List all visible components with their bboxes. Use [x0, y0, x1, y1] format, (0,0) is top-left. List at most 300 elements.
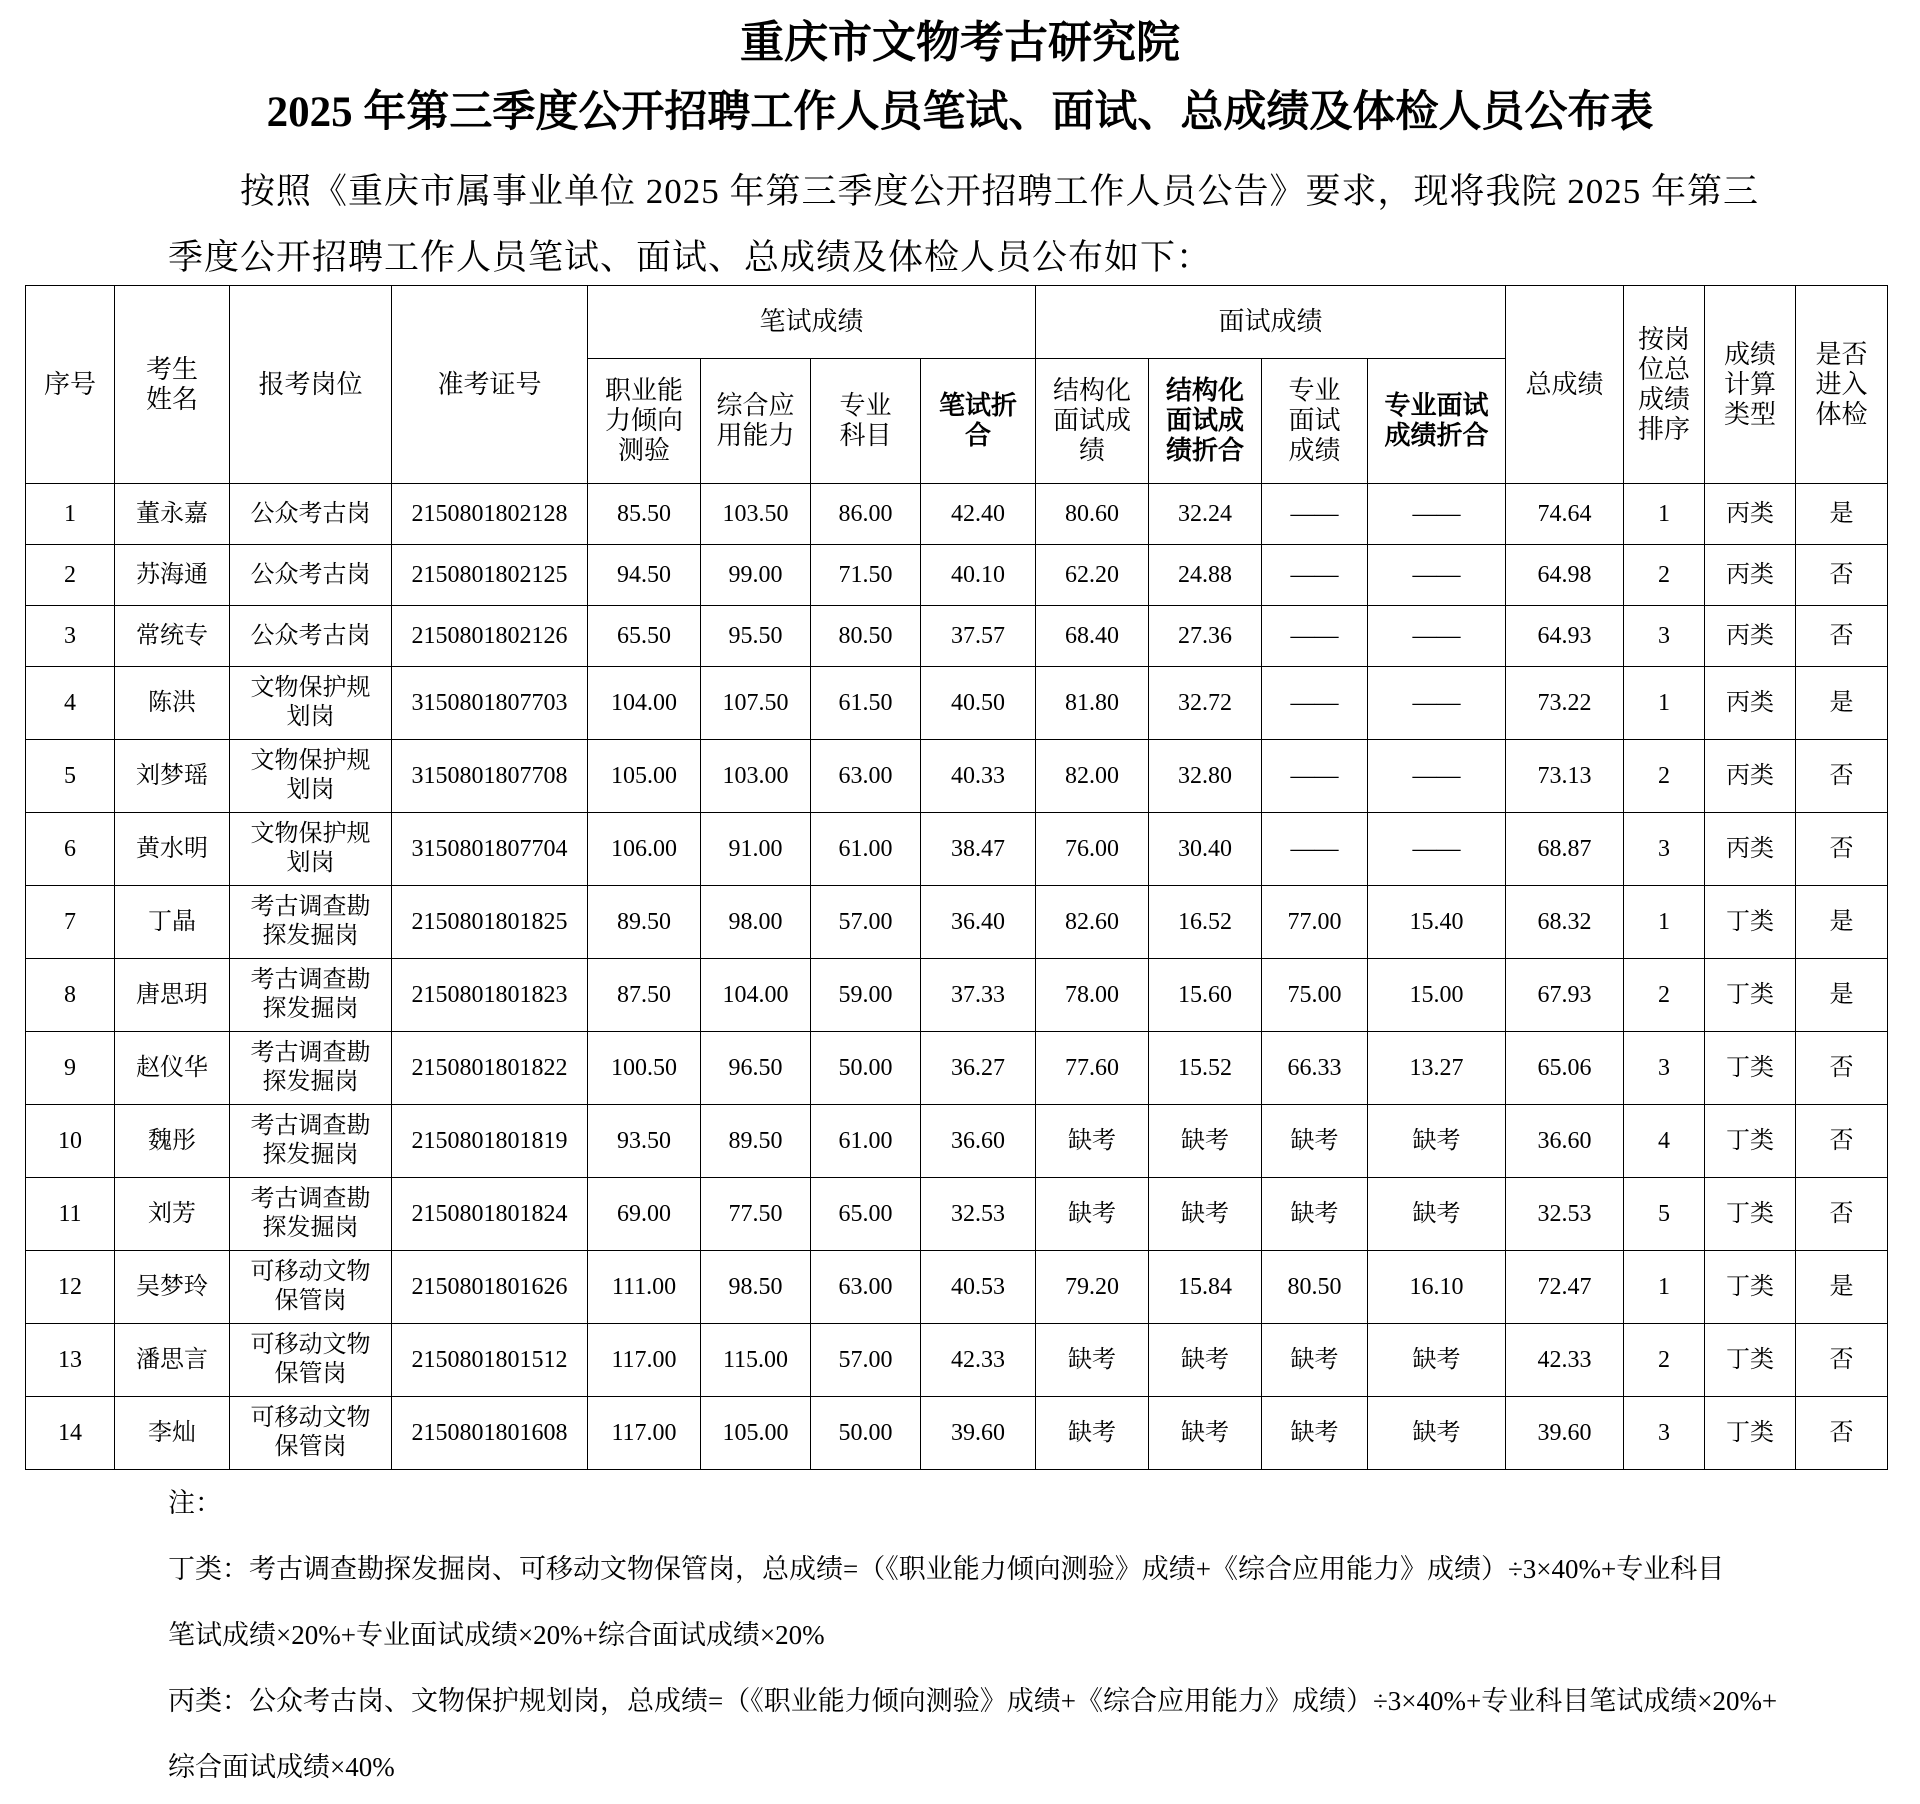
cell-pro-interview: 80.50 — [1262, 1251, 1368, 1324]
cell-aptitude: 93.50 — [588, 1105, 701, 1178]
cell-position — [230, 886, 392, 959]
cell-name: 黄水明 — [115, 813, 230, 886]
cell-aptitude: 85.50 — [588, 484, 701, 545]
cell-total: 39.60 — [1506, 1397, 1624, 1470]
cell-structured-converted: 缺考 — [1149, 1397, 1262, 1470]
cell-structured: 68.40 — [1036, 606, 1149, 667]
header-comprehensive-label: 综合应用能力 — [716, 391, 795, 451]
cell-seq: 11 — [26, 1178, 115, 1251]
table-row — [26, 1324, 1888, 1397]
cell-pro-interview-converted: 15.00 — [1368, 959, 1506, 1032]
header-total — [1506, 286, 1624, 484]
cell-physical-exam: 否 — [1796, 740, 1888, 813]
header-total-label: 总成绩 — [1525, 369, 1604, 400]
cell-seq: 8 — [26, 959, 115, 1032]
cell-specialty: 86.00 — [811, 484, 921, 545]
cell-position — [230, 1251, 392, 1324]
cell-structured-converted: 27.36 — [1149, 606, 1262, 667]
cell-structured: 缺考 — [1036, 1105, 1149, 1178]
table-row — [26, 740, 1888, 813]
cell-specialty: 57.00 — [811, 886, 921, 959]
cell-position — [230, 1105, 392, 1178]
table-row — [26, 1251, 1888, 1324]
header-aptitude — [588, 359, 701, 484]
score-table-body — [26, 484, 1888, 1470]
cell-position — [230, 1397, 392, 1470]
cell-comprehensive: 105.00 — [701, 1397, 811, 1470]
cell-name: 刘梦瑶 — [115, 740, 230, 813]
header-structured-label: 结构化面试成绩 — [1053, 376, 1132, 466]
cell-structured-converted: 缺考 — [1149, 1178, 1262, 1251]
cell-aptitude: 94.50 — [588, 545, 701, 606]
header-pro-interview-label: 专业面试成绩 — [1288, 376, 1341, 466]
cell-pro-interview: 缺考 — [1262, 1105, 1368, 1178]
header-name — [115, 286, 230, 484]
cell-rank: 3 — [1624, 1032, 1705, 1105]
cell-calc-type: 丁类 — [1705, 1324, 1796, 1397]
cell-physical-exam: 是 — [1796, 959, 1888, 1032]
cell-structured-converted: 缺考 — [1149, 1105, 1262, 1178]
table-row — [26, 959, 1888, 1032]
cell-position-text: 可移动文物保管岗 — [250, 1259, 371, 1314]
table-row — [26, 1032, 1888, 1105]
cell-calc-type: 丁类 — [1705, 1178, 1796, 1251]
cell-physical-exam: 是 — [1796, 484, 1888, 545]
cell-pro-interview: 66.33 — [1262, 1032, 1368, 1105]
cell-comprehensive: 98.50 — [701, 1251, 811, 1324]
cell-name: 董永嘉 — [115, 484, 230, 545]
cell-total: 65.06 — [1506, 1032, 1624, 1105]
header-structured — [1036, 359, 1149, 484]
cell-total: 67.93 — [1506, 959, 1624, 1032]
score-table — [25, 285, 1888, 1470]
cell-position-text: 考古调查勘探发掘岗 — [250, 1113, 371, 1168]
cell-structured: 62.20 — [1036, 545, 1149, 606]
cell-calc-type: 丁类 — [1705, 886, 1796, 959]
cell-written-converted: 40.10 — [921, 545, 1036, 606]
cell-calc-type: 丙类 — [1705, 606, 1796, 667]
cell-pro-interview: —— — [1262, 667, 1368, 740]
cell-rank: 2 — [1624, 545, 1705, 606]
cell-name: 陈洪 — [115, 667, 230, 740]
cell-total: 72.47 — [1506, 1251, 1624, 1324]
cell-ticket: 2150801801819 — [392, 1105, 588, 1178]
cell-written-converted: 42.40 — [921, 484, 1036, 545]
table-row — [26, 606, 1888, 667]
cell-ticket: 2150801802128 — [392, 484, 588, 545]
cell-structured: 78.00 — [1036, 959, 1149, 1032]
cell-position — [230, 1324, 392, 1397]
header-calc-type-label: 成绩计算类型 — [1724, 339, 1777, 430]
cell-position — [230, 545, 392, 606]
cell-position — [230, 813, 392, 886]
cell-calc-type: 丁类 — [1705, 959, 1796, 1032]
cell-position-text: 公众考古岗 — [250, 622, 371, 649]
cell-name: 刘芳 — [115, 1178, 230, 1251]
cell-structured-converted: 30.40 — [1149, 813, 1262, 886]
cell-physical-exam: 否 — [1796, 1105, 1888, 1178]
cell-physical-exam: 否 — [1796, 1397, 1888, 1470]
cell-written-converted: 36.40 — [921, 886, 1036, 959]
cell-pro-interview-converted: —— — [1368, 545, 1506, 606]
cell-written-converted: 37.33 — [921, 959, 1036, 1032]
cell-physical-exam: 否 — [1796, 1178, 1888, 1251]
cell-aptitude: 106.00 — [588, 813, 701, 886]
header-structured-converted — [1149, 359, 1262, 484]
cell-structured: 77.60 — [1036, 1032, 1149, 1105]
cell-rank: 1 — [1624, 1251, 1705, 1324]
cell-pro-interview: —— — [1262, 484, 1368, 545]
cell-position — [230, 740, 392, 813]
document-title: 重庆市文物考古研究院 — [740, 18, 1180, 67]
header-pro-interview-converted-label: 专业面试成绩折合 — [1384, 391, 1489, 451]
cell-structured-converted: 16.52 — [1149, 886, 1262, 959]
cell-position-text: 考古调查勘探发掘岗 — [250, 967, 371, 1022]
cell-total: 64.93 — [1506, 606, 1624, 667]
header-written-group: 笔试成绩 — [588, 286, 1036, 359]
cell-structured-converted: 32.72 — [1149, 667, 1262, 740]
notes-line: 笔试成绩×20%+专业面试成绩×20%+综合面试成绩×20% — [168, 1620, 825, 1650]
cell-specialty: 61.00 — [811, 813, 921, 886]
cell-calc-type: 丙类 — [1705, 484, 1796, 545]
cell-structured: 81.80 — [1036, 667, 1149, 740]
cell-structured: 缺考 — [1036, 1397, 1149, 1470]
cell-position — [230, 1178, 392, 1251]
cell-pro-interview: —— — [1262, 545, 1368, 606]
cell-calc-type: 丁类 — [1705, 1105, 1796, 1178]
cell-written-converted: 37.57 — [921, 606, 1036, 667]
cell-written-converted: 42.33 — [921, 1324, 1036, 1397]
cell-rank: 5 — [1624, 1178, 1705, 1251]
cell-pro-interview-converted: —— — [1368, 813, 1506, 886]
cell-aptitude: 117.00 — [588, 1324, 701, 1397]
header-rank — [1624, 286, 1705, 484]
header-calc-type — [1705, 286, 1796, 484]
cell-total: 73.13 — [1506, 740, 1624, 813]
cell-name: 赵仪华 — [115, 1032, 230, 1105]
table-row — [26, 886, 1888, 959]
cell-ticket: 2150801801626 — [392, 1251, 588, 1324]
cell-structured-converted: 24.88 — [1149, 545, 1262, 606]
cell-name: 吴梦玲 — [115, 1251, 230, 1324]
notes-section — [168, 1470, 1868, 1800]
cell-name: 丁晶 — [115, 886, 230, 959]
cell-position-text: 文物保护规划岗 — [250, 821, 371, 876]
header-written-converted-label: 笔试折合 — [938, 391, 1017, 451]
cell-pro-interview-converted: 13.27 — [1368, 1032, 1506, 1105]
intro-paragraph — [168, 159, 1868, 291]
cell-pro-interview: —— — [1262, 813, 1368, 886]
cell-specialty: 80.50 — [811, 606, 921, 667]
cell-aptitude: 104.00 — [588, 667, 701, 740]
cell-pro-interview-converted: —— — [1368, 484, 1506, 545]
cell-structured-converted: 15.52 — [1149, 1032, 1262, 1105]
cell-specialty: 57.00 — [811, 1324, 921, 1397]
cell-structured: 79.20 — [1036, 1251, 1149, 1324]
cell-specialty: 50.00 — [811, 1397, 921, 1470]
cell-structured-converted: 15.84 — [1149, 1251, 1262, 1324]
cell-total: 74.64 — [1506, 484, 1624, 545]
cell-rank: 2 — [1624, 740, 1705, 813]
cell-written-converted: 32.53 — [921, 1178, 1036, 1251]
table-row — [26, 667, 1888, 740]
header-pro-interview — [1262, 359, 1368, 484]
cell-pro-interview-converted: 缺考 — [1368, 1324, 1506, 1397]
cell-seq: 9 — [26, 1032, 115, 1105]
cell-ticket: 2150801801825 — [392, 886, 588, 959]
cell-rank: 2 — [1624, 1324, 1705, 1397]
cell-structured-converted: 15.60 — [1149, 959, 1262, 1032]
header-specialty-label: 专业科目 — [839, 391, 892, 451]
cell-ticket: 2150801802125 — [392, 545, 588, 606]
cell-physical-exam: 是 — [1796, 1251, 1888, 1324]
header-ticket-label: 准考证号 — [437, 369, 542, 400]
header-written-converted — [921, 359, 1036, 484]
cell-written-converted: 36.27 — [921, 1032, 1036, 1105]
cell-position-text: 考古调查勘探发掘岗 — [250, 1040, 371, 1095]
header-rank-label: 按岗位总成绩排序 — [1638, 324, 1691, 445]
cell-physical-exam: 否 — [1796, 606, 1888, 667]
cell-physical-exam: 否 — [1796, 1032, 1888, 1105]
cell-structured-converted: 缺考 — [1149, 1324, 1262, 1397]
cell-comprehensive: 91.00 — [701, 813, 811, 886]
cell-total: 68.32 — [1506, 886, 1624, 959]
cell-ticket: 3150801807708 — [392, 740, 588, 813]
header-structured-converted-label: 结构化面试成绩折合 — [1166, 376, 1245, 466]
cell-comprehensive: 115.00 — [701, 1324, 811, 1397]
cell-position-text: 文物保护规划岗 — [250, 748, 371, 803]
cell-pro-interview: 75.00 — [1262, 959, 1368, 1032]
table-row — [26, 813, 1888, 886]
cell-seq: 14 — [26, 1397, 115, 1470]
header-specialty — [811, 359, 921, 484]
cell-comprehensive: 104.00 — [701, 959, 811, 1032]
cell-ticket: 2150801801512 — [392, 1324, 588, 1397]
cell-seq: 2 — [26, 545, 115, 606]
cell-total: 32.53 — [1506, 1178, 1624, 1251]
cell-specialty: 50.00 — [811, 1032, 921, 1105]
cell-calc-type: 丁类 — [1705, 1251, 1796, 1324]
cell-calc-type: 丁类 — [1705, 1397, 1796, 1470]
cell-ticket: 2150801801824 — [392, 1178, 588, 1251]
cell-position — [230, 484, 392, 545]
cell-seq: 13 — [26, 1324, 115, 1397]
cell-structured: 82.00 — [1036, 740, 1149, 813]
cell-pro-interview: —— — [1262, 740, 1368, 813]
cell-seq: 12 — [26, 1251, 115, 1324]
notes-label: 注： — [168, 1488, 222, 1518]
intro-line-2: 季度公开招聘工作人员笔试、面试、总成绩及体检人员公布如下： — [168, 238, 1213, 277]
cell-comprehensive: 95.50 — [701, 606, 811, 667]
cell-comprehensive: 77.50 — [701, 1178, 811, 1251]
cell-seq: 10 — [26, 1105, 115, 1178]
cell-pro-interview: 缺考 — [1262, 1324, 1368, 1397]
header-physical-exam — [1796, 286, 1888, 484]
table-row — [26, 484, 1888, 545]
header-position — [230, 286, 392, 484]
cell-position-text: 考古调查勘探发掘岗 — [250, 1186, 371, 1241]
cell-calc-type: 丙类 — [1705, 545, 1796, 606]
cell-specialty: 71.50 — [811, 545, 921, 606]
cell-rank: 1 — [1624, 886, 1705, 959]
cell-position — [230, 667, 392, 740]
cell-ticket: 2150801801608 — [392, 1397, 588, 1470]
cell-rank: 1 — [1624, 667, 1705, 740]
cell-structured-converted: 32.24 — [1149, 484, 1262, 545]
cell-aptitude: 105.00 — [588, 740, 701, 813]
cell-comprehensive: 98.00 — [701, 886, 811, 959]
cell-aptitude: 117.00 — [588, 1397, 701, 1470]
cell-pro-interview-converted: —— — [1368, 740, 1506, 813]
cell-total: 64.98 — [1506, 545, 1624, 606]
cell-written-converted: 38.47 — [921, 813, 1036, 886]
cell-structured-converted: 32.80 — [1149, 740, 1262, 813]
cell-seq: 3 — [26, 606, 115, 667]
notes-line: 综合面试成绩×40% — [168, 1752, 395, 1782]
cell-calc-type: 丙类 — [1705, 813, 1796, 886]
cell-comprehensive: 89.50 — [701, 1105, 811, 1178]
cell-written-converted: 40.53 — [921, 1251, 1036, 1324]
cell-pro-interview-converted: 15.40 — [1368, 886, 1506, 959]
cell-comprehensive: 103.00 — [701, 740, 811, 813]
header-position-label: 报考岗位 — [258, 369, 363, 400]
header-pro-interview-converted — [1368, 359, 1506, 484]
header-interview-group: 面试成绩 — [1036, 286, 1506, 359]
cell-seq: 7 — [26, 886, 115, 959]
document-subtitle: 2025 年第三季度公开招聘工作人员笔试、面试、总成绩及体检人员公布表 — [266, 89, 1654, 136]
cell-physical-exam: 是 — [1796, 667, 1888, 740]
header-seq — [26, 286, 115, 484]
cell-comprehensive: 103.50 — [701, 484, 811, 545]
cell-total: 73.22 — [1506, 667, 1624, 740]
cell-pro-interview: —— — [1262, 606, 1368, 667]
cell-position-text: 公众考古岗 — [250, 561, 371, 588]
cell-total: 68.87 — [1506, 813, 1624, 886]
cell-position-text: 公众考古岗 — [250, 500, 371, 527]
cell-aptitude: 100.50 — [588, 1032, 701, 1105]
cell-position — [230, 606, 392, 667]
cell-written-converted: 36.60 — [921, 1105, 1036, 1178]
cell-pro-interview-converted: 缺考 — [1368, 1397, 1506, 1470]
cell-calc-type: 丙类 — [1705, 740, 1796, 813]
cell-structured: 缺考 — [1036, 1178, 1149, 1251]
cell-specialty: 65.00 — [811, 1178, 921, 1251]
cell-seq: 1 — [26, 484, 115, 545]
cell-seq: 5 — [26, 740, 115, 813]
cell-ticket: 2150801802126 — [392, 606, 588, 667]
cell-specialty: 61.00 — [811, 1105, 921, 1178]
cell-aptitude: 87.50 — [588, 959, 701, 1032]
cell-aptitude: 89.50 — [588, 886, 701, 959]
cell-written-converted: 39.60 — [921, 1397, 1036, 1470]
cell-structured: 缺考 — [1036, 1324, 1149, 1397]
cell-total: 36.60 — [1506, 1105, 1624, 1178]
cell-structured: 82.60 — [1036, 886, 1149, 959]
cell-total: 42.33 — [1506, 1324, 1624, 1397]
cell-comprehensive: 96.50 — [701, 1032, 811, 1105]
cell-position-text: 文物保护规划岗 — [250, 675, 371, 730]
cell-written-converted: 40.33 — [921, 740, 1036, 813]
cell-position-text: 可移动文物保管岗 — [250, 1405, 371, 1460]
header-seq-label: 序号 — [43, 369, 96, 400]
table-row — [26, 545, 1888, 606]
cell-specialty: 63.00 — [811, 1251, 921, 1324]
table-row — [26, 1178, 1888, 1251]
header-ticket — [392, 286, 588, 484]
cell-name: 苏海通 — [115, 545, 230, 606]
cell-physical-exam: 否 — [1796, 813, 1888, 886]
header-comprehensive — [701, 359, 811, 484]
notes-line: 丙类：公众考古岗、文物保护规划岗，总成绩=（《职业能力倾向测验》成绩+《综合应用能力》成绩）÷3×40%+专业科目笔试成绩×20%+ — [168, 1686, 1778, 1716]
cell-name: 魏彤 — [115, 1105, 230, 1178]
cell-rank: 3 — [1624, 813, 1705, 886]
cell-aptitude: 69.00 — [588, 1178, 701, 1251]
cell-calc-type: 丙类 — [1705, 667, 1796, 740]
cell-pro-interview: 77.00 — [1262, 886, 1368, 959]
cell-comprehensive: 107.50 — [701, 667, 811, 740]
cell-rank: 1 — [1624, 484, 1705, 545]
cell-pro-interview: 缺考 — [1262, 1178, 1368, 1251]
cell-specialty: 59.00 — [811, 959, 921, 1032]
header-physical-exam-label: 是否进入体检 — [1815, 339, 1868, 430]
cell-pro-interview-converted: 16.10 — [1368, 1251, 1506, 1324]
cell-calc-type: 丁类 — [1705, 1032, 1796, 1105]
notes-line: 丁类：考古调查勘探发掘岗、可移动文物保管岗，总成绩=（《职业能力倾向测验》成绩+《综合应用能力》成绩）÷3×40%+专业科目 — [168, 1554, 1725, 1584]
header-row-1 — [26, 286, 1888, 359]
cell-aptitude: 65.50 — [588, 606, 701, 667]
cell-name: 唐思玥 — [115, 959, 230, 1032]
cell-name: 李灿 — [115, 1397, 230, 1470]
cell-specialty: 61.50 — [811, 667, 921, 740]
cell-specialty: 63.00 — [811, 740, 921, 813]
cell-aptitude: 111.00 — [588, 1251, 701, 1324]
cell-ticket: 2150801801822 — [392, 1032, 588, 1105]
cell-name: 潘思言 — [115, 1324, 230, 1397]
cell-pro-interview-converted: —— — [1368, 667, 1506, 740]
cell-rank: 2 — [1624, 959, 1705, 1032]
cell-pro-interview-converted: 缺考 — [1368, 1178, 1506, 1251]
cell-position-text: 可移动文物保管岗 — [250, 1332, 371, 1387]
cell-rank: 4 — [1624, 1105, 1705, 1178]
header-name-label: 考生姓名 — [145, 354, 198, 415]
header-aptitude-label: 职业能力倾向测验 — [604, 376, 683, 466]
cell-physical-exam: 否 — [1796, 545, 1888, 606]
table-row — [26, 1397, 1888, 1470]
cell-pro-interview: 缺考 — [1262, 1397, 1368, 1470]
cell-comprehensive: 99.00 — [701, 545, 811, 606]
cell-seq: 4 — [26, 667, 115, 740]
cell-seq: 6 — [26, 813, 115, 886]
cell-structured: 76.00 — [1036, 813, 1149, 886]
intro-line-1: 按照《重庆市属事业单位 2025 年第三季度公开招聘工作人员公告》要求，现将我院 2025 年第三 — [240, 172, 1760, 211]
cell-pro-interview-converted: 缺考 — [1368, 1105, 1506, 1178]
cell-rank: 3 — [1624, 606, 1705, 667]
table-row — [26, 1105, 1888, 1178]
cell-position — [230, 1032, 392, 1105]
cell-position-text: 考古调查勘探发掘岗 — [250, 894, 371, 949]
cell-physical-exam: 是 — [1796, 886, 1888, 959]
cell-rank: 3 — [1624, 1397, 1705, 1470]
cell-pro-interview-converted: —— — [1368, 606, 1506, 667]
cell-ticket: 3150801807703 — [392, 667, 588, 740]
cell-ticket: 3150801807704 — [392, 813, 588, 886]
cell-physical-exam: 否 — [1796, 1324, 1888, 1397]
cell-written-converted: 40.50 — [921, 667, 1036, 740]
cell-position — [230, 959, 392, 1032]
cell-structured: 80.60 — [1036, 484, 1149, 545]
cell-name: 常统专 — [115, 606, 230, 667]
cell-ticket: 2150801801823 — [392, 959, 588, 1032]
